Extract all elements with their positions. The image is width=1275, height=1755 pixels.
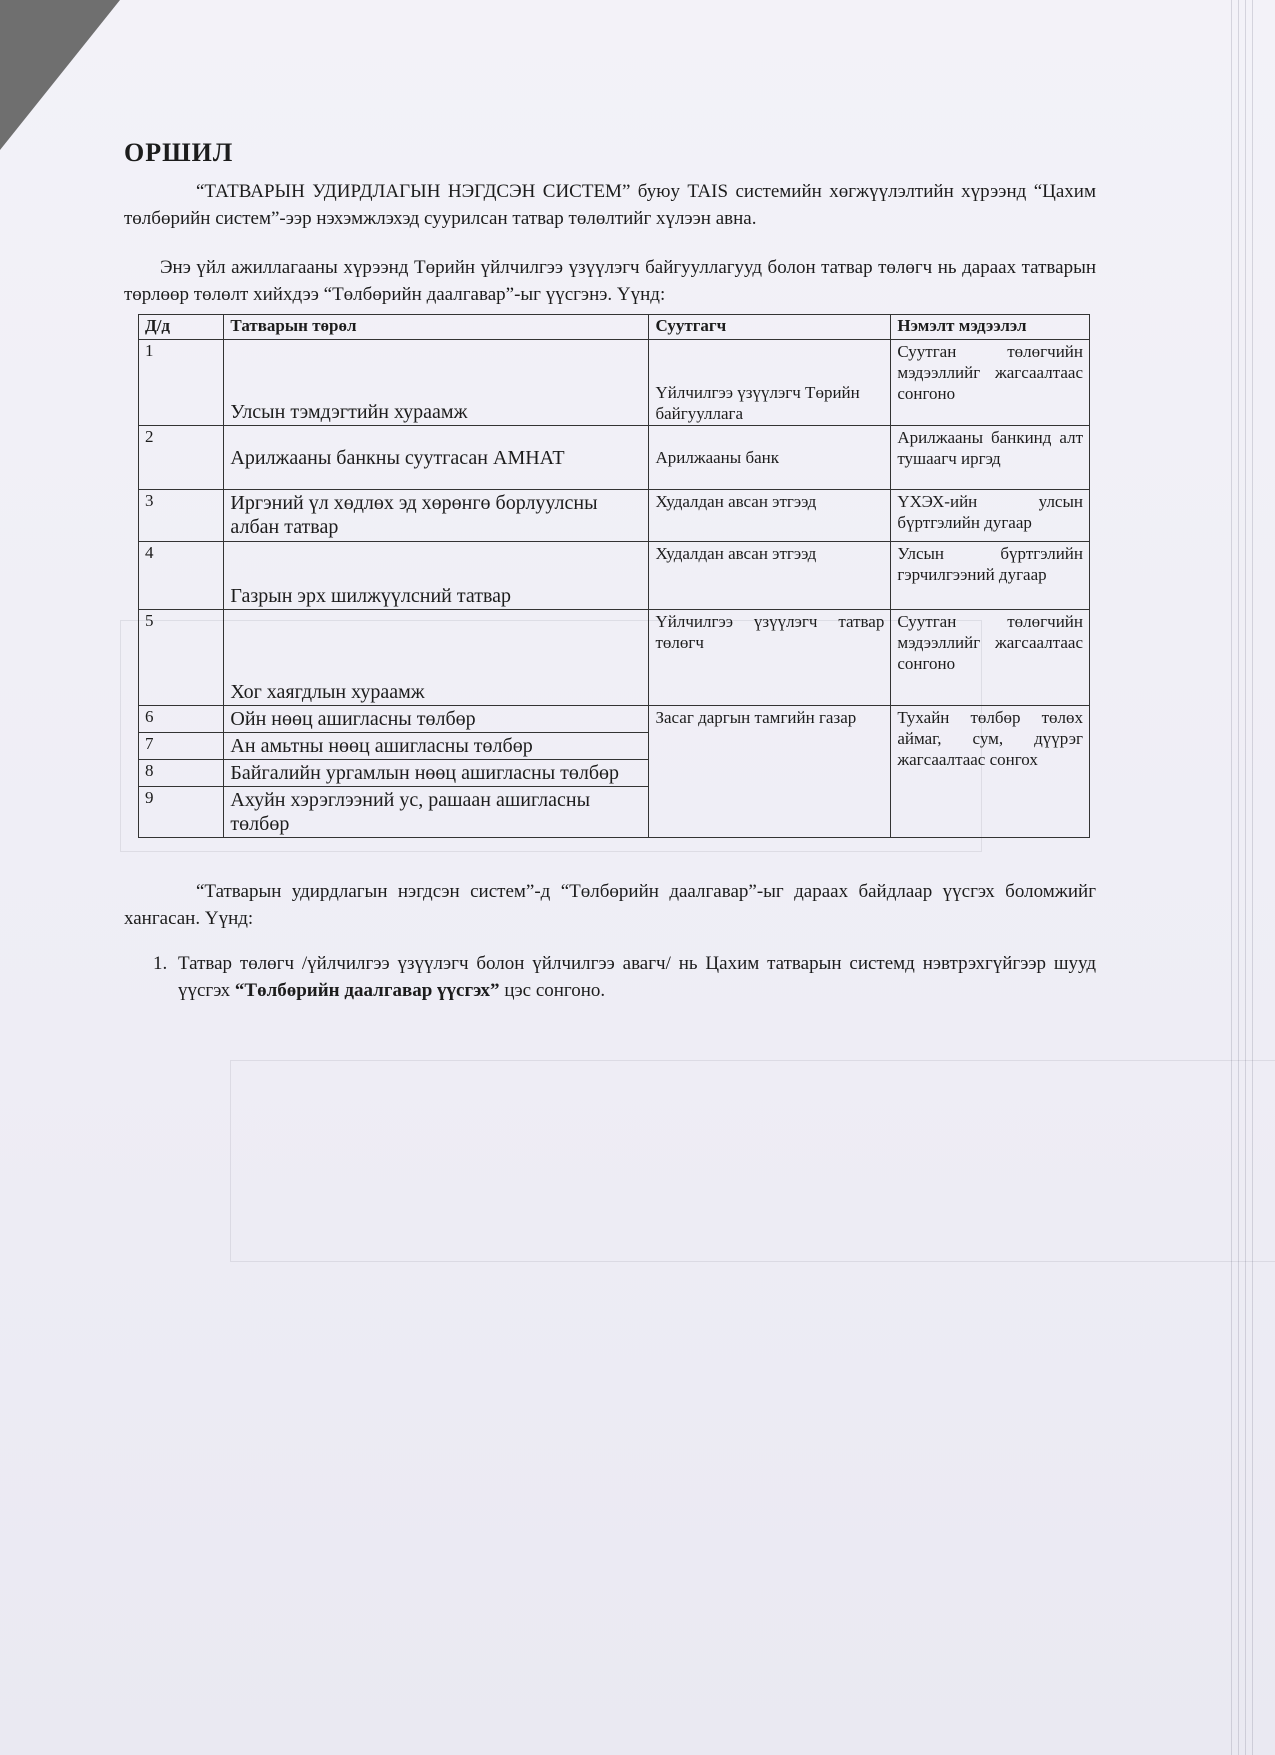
tax-type: Иргэний үл хөдлөх эд хөрөнгө борлуулсны албан татвар: [224, 490, 649, 542]
withholding-agent: Худалдан авсан этгээд: [649, 542, 891, 610]
additional-info: Тухайн төлбөр төлөх аймаг, сум, дүүрэг жагсаалтаас сонгох: [891, 706, 1090, 838]
tax-type: Ахуйн хэрэглээний ус, рашаан ашигласны төлбөр: [224, 787, 649, 838]
additional-info: Суутган төлөгчийн мэдээллийг жагсаалтаас сонгоно: [891, 610, 1090, 706]
additional-info: Суутган төлөгчийн мэдээллийг жагсаалтаас сонгоно: [891, 340, 1090, 426]
row-number: 1: [139, 340, 224, 426]
row-number: 4: [139, 542, 224, 610]
additional-info: Арилжааны банкинд алт тушаагч иргэд: [891, 426, 1090, 490]
table-row: [139, 490, 1090, 542]
list-item-text-end: цэс сонгоно.: [499, 980, 606, 1001]
tax-type: Ойн нөөц ашигласны төлбөр: [224, 706, 649, 733]
tax-type: Улсын тэмдэгтийн хураамж: [224, 340, 649, 426]
row-number: 9: [139, 787, 224, 838]
tax-type: Хог хаягдлын хураамж: [224, 610, 649, 706]
list-item: [172, 950, 1096, 1004]
table-row: [139, 542, 1090, 610]
additional-info: Улсын бүртгэлийн гэрчилгээний дугаар: [891, 542, 1090, 610]
col-header-extra: Нэмэлт мэдээлэл: [891, 315, 1090, 340]
intro-paragraph: “ТАТВАРЫН УДИРДЛАГЫН НЭГДСЭН СИСТЕМ” буюу TAIS системийн хөгжүүлэлтийн хүрээнд “Цахим төлбөрийн систем”-ээр нэхэмжлэхэд суурилсан татвар төлөлтийг хүлээн авна.: [124, 181, 1096, 229]
col-header-agent: Суутгагч: [649, 315, 891, 340]
folded-corner: [0, 0, 120, 150]
table-row: [139, 426, 1090, 490]
additional-info: ҮХЭХ-ийн улсын бүртгэлийн дугаар: [891, 490, 1090, 542]
tax-type: Байгалийн ургамлын нөөц ашигласны төлбөр: [224, 760, 649, 787]
col-header-num: Д/д: [139, 315, 224, 340]
col-header-type: Татварын төрөл: [224, 315, 649, 340]
tax-type: Ан амьтны нөөц ашигласны төлбөр: [224, 733, 649, 760]
tax-type: Арилжааны банкны суутгасан АМНАТ: [224, 426, 649, 490]
row-number: 6: [139, 706, 224, 733]
after-table-paragraph: “Татварын удирдлагын нэгдсэн систем”-д “Төлбөрийн даалгавар”-ыг дараах байдлаар үүсгэх боломжийг хангасан. Үүнд:: [124, 881, 1096, 929]
table-header-row: [139, 315, 1090, 340]
withholding-agent: Засаг даргын тамгийн газар: [649, 706, 891, 838]
list-item-text: Татвар төлөгч /үйлчилгээ үзүүлэгч болон үйлчилгээ авагч/ нь Цахим татварын системд нэвтрэхгүйгээр шууд үүсгэх: [178, 953, 1096, 1001]
row-number: 5: [139, 610, 224, 706]
tax-type: Газрын эрх шилжүүлсний татвар: [224, 542, 649, 610]
scope-paragraph: Энэ үйл ажиллагааны хүрээнд Төрийн үйлчилгээ үзүүлэгч байгууллагууд болон татвар төлөгч нь дараах татварын төрлөөр төлөлт хийхдээ “Төлбөрийн даалгавар”-ыг үүсгэнэ. Үүнд:: [124, 257, 1096, 305]
page-title: ОРШИЛ: [124, 138, 234, 167]
bleed-through-box: [230, 1060, 1275, 1262]
page-edge-stack: [1225, 0, 1255, 1755]
withholding-agent: Үйлчилгээ үзүүлэгч татвар төлөгч: [649, 610, 891, 706]
menu-name-bold: “Төлбөрийн даалгавар үүсгэх”: [234, 980, 500, 1001]
table-row: [139, 610, 1090, 706]
withholding-agent: Үйлчилгээ үзүүлэгч Төрийн байгууллага: [649, 340, 891, 426]
withholding-agent: Арилжааны банк: [649, 426, 891, 490]
row-number: 8: [139, 760, 224, 787]
table-row: [139, 706, 1090, 733]
document-content: [124, 138, 1096, 1004]
row-number: 2: [139, 426, 224, 490]
row-number: 3: [139, 490, 224, 542]
row-number: 7: [139, 733, 224, 760]
steps-list: [124, 950, 1096, 1004]
tax-type-table: [138, 314, 1090, 838]
withholding-agent: Худалдан авсан этгээд: [649, 490, 891, 542]
table-row: [139, 340, 1090, 426]
